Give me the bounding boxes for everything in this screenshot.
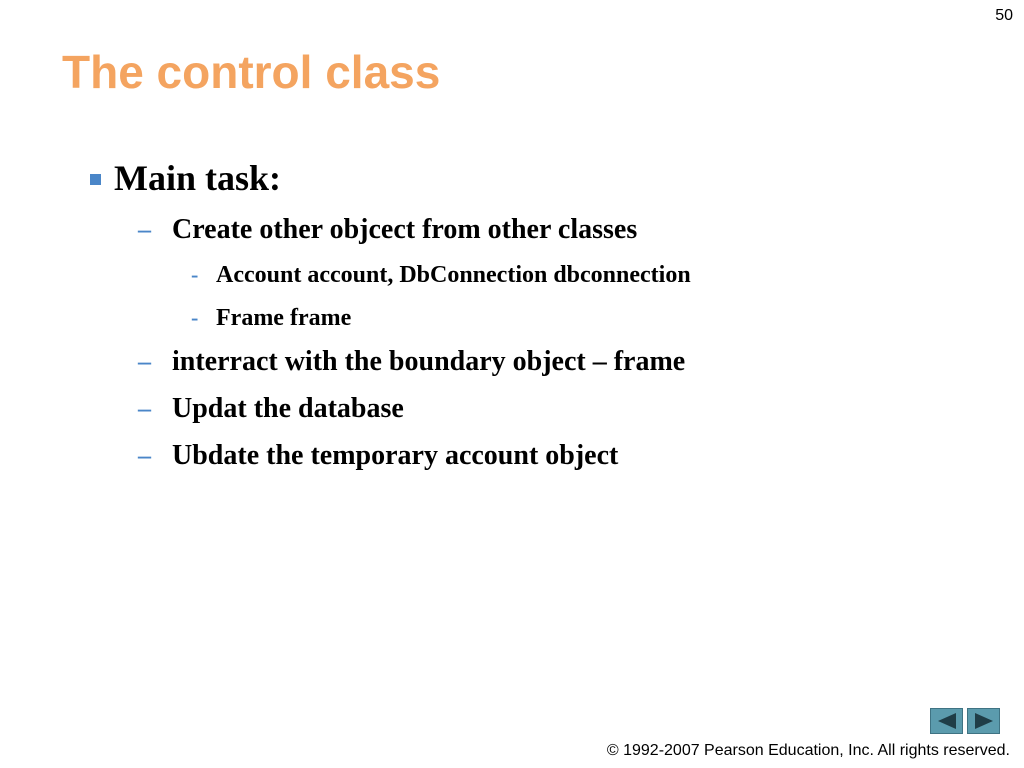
triangle-left-icon [936, 712, 958, 730]
list-item-text: Ubdate the temporary account object [172, 440, 619, 471]
next-slide-button[interactable] [967, 708, 1000, 734]
dash-bullet-icon: – [138, 441, 151, 470]
copyright-notice: © 1992-2007 Pearson Education, Inc. All rights reserved. [606, 742, 1010, 759]
dash-bullet-icon: – [138, 347, 151, 376]
slide-title: The control class [62, 46, 441, 98]
sub-list-item-text: Frame frame [216, 305, 352, 331]
triangle-right-icon [973, 712, 995, 730]
list-item-text: Create other objcect from other classes [172, 214, 638, 245]
dash-bullet-icon: – [138, 394, 151, 423]
square-bullet-icon [90, 174, 101, 185]
list-item-text: Updat the database [172, 393, 404, 424]
hyphen-bullet-icon: - [191, 262, 199, 287]
dash-bullet-icon: – [138, 215, 151, 244]
list-item-text: interract with the boundary object – frame [172, 346, 686, 377]
slide-navigation [930, 708, 1000, 734]
page-number: 50 [995, 7, 1013, 24]
previous-slide-button[interactable] [930, 708, 963, 734]
hyphen-bullet-icon: - [191, 305, 199, 330]
sub-list-item-text: Account account, DbConnection dbconnection [216, 262, 691, 288]
bullet-label: Main task: [114, 158, 282, 198]
